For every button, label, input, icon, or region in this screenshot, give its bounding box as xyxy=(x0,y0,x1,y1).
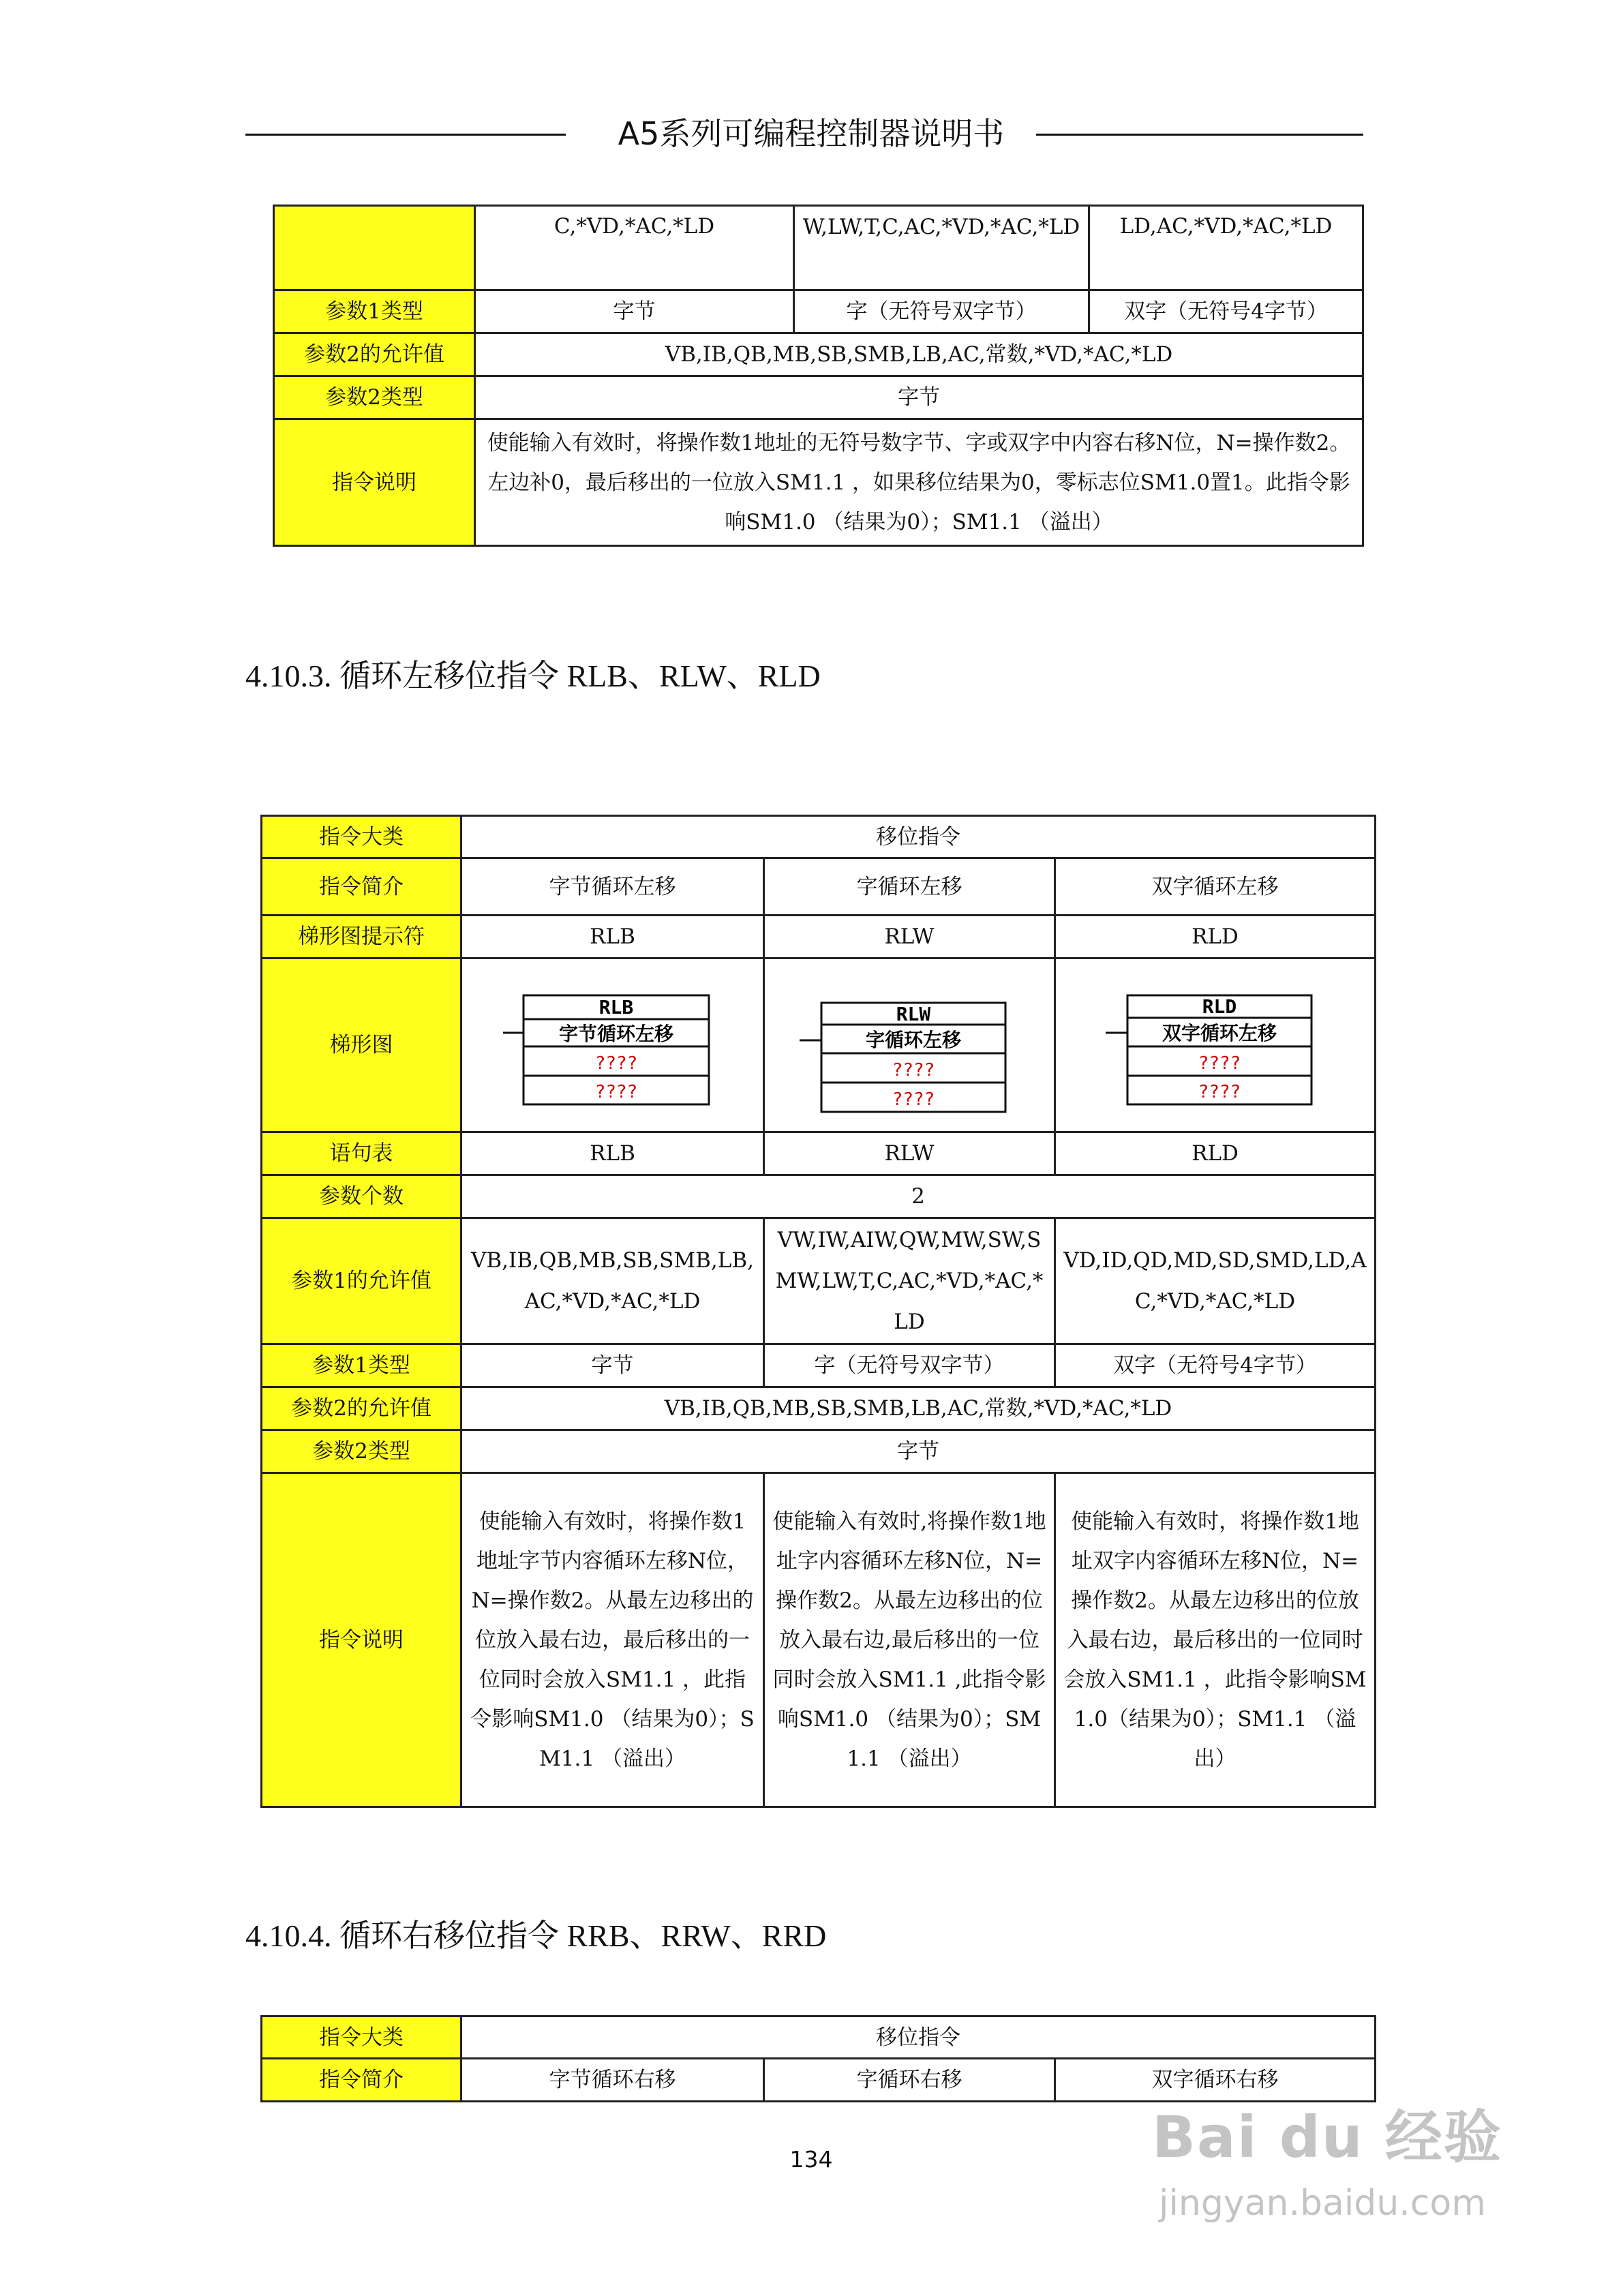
intro-word: 字循环左移 xyxy=(764,858,1055,916)
allowed1-label: 参数1的允许值 xyxy=(262,1218,461,1344)
desc-dword: 使能输入有效时，将操作数1地址双字内容循环左移N位，N=操作数2。从最左边移出的位放入最右边，最后移出的一位同时会放入SM1.1 ，此指令影响SM1.0（结果为0）；SM1.1 （溢出） xyxy=(1055,1473,1376,1807)
header-rule-left xyxy=(245,134,566,136)
baidu-watermark-url: jingyan.baidu.com xyxy=(1159,2183,1486,2224)
table-row xyxy=(274,290,1363,333)
param-count-label: 参数个数 xyxy=(262,1175,461,1218)
param1-type-word: 字（无符号双字节） xyxy=(794,290,1089,333)
ladder-param1-placeholder: ???? xyxy=(1198,1053,1241,1074)
intro-label: 指令简介 xyxy=(262,858,461,916)
table-row xyxy=(262,2059,1376,2102)
allowed1-word: VW,IW,AIW,QW,MW,SW,SMW,LW,T,C,AC,*VD,*AC,*LD xyxy=(764,1218,1055,1344)
ladder-param1-placeholder: ???? xyxy=(892,1060,935,1081)
table-row xyxy=(262,958,1376,1132)
stl-rlw: RLW xyxy=(764,1132,1055,1175)
intro-dword: 双字循环左移 xyxy=(1055,858,1376,916)
category-value: 移位指令 xyxy=(461,816,1376,858)
param1-type-byte: 字节 xyxy=(475,290,794,333)
allowed1-dword: VD,ID,QD,MD,SD,SMD,LD,AC,*VD,*AC,*LD xyxy=(1055,1218,1376,1344)
header-rule-right xyxy=(1036,134,1363,136)
ladder-name: RLB xyxy=(598,996,633,1018)
allowed2-value: VB,IB,QB,MB,SB,SMB,LB,AC,常数,*VD,*AC,*LD xyxy=(461,1387,1376,1430)
type1-dword: 双字（无符号4字节） xyxy=(1055,1344,1376,1387)
ladder-param2-placeholder: ???? xyxy=(594,1082,637,1102)
prompt-label: 梯形图提示符 xyxy=(262,916,461,958)
page-number: 134 xyxy=(789,2146,833,2173)
category-label: 指令大类 xyxy=(262,2016,461,2059)
intro-word: 字循环右移 xyxy=(764,2059,1055,2102)
type1-byte: 字节 xyxy=(461,1344,764,1387)
ladder-cell-rld xyxy=(1055,958,1376,1132)
category-label: 指令大类 xyxy=(262,816,461,858)
param2-allowed-label: 参数2的允许值 xyxy=(274,333,475,376)
ladder-diagram-rld xyxy=(1103,980,1328,1110)
table-row xyxy=(262,858,1376,916)
param1-type-dword: 双字（无符号4字节） xyxy=(1089,290,1363,333)
ladder-description: 字节循环左移 xyxy=(558,1023,673,1045)
table-row xyxy=(274,333,1363,376)
table-row xyxy=(262,816,1376,858)
table-row xyxy=(274,376,1363,419)
desc-label: 指令说明 xyxy=(262,1473,461,1807)
page-header-title: A5系列可编程控制器说明书 xyxy=(618,115,1005,152)
param1-type-label: 参数1类型 xyxy=(274,290,475,333)
param-count-value: 2 xyxy=(461,1175,1376,1218)
intro-byte: 字节循环左移 xyxy=(461,858,764,916)
type2-label: 参数2类型 xyxy=(262,1430,461,1473)
table-row xyxy=(262,1473,1376,1807)
allowed1-dword: LD,AC,*VD,*AC,*LD xyxy=(1089,206,1363,290)
param2-type-label: 参数2类型 xyxy=(274,376,475,419)
desc-byte: 使能输入有效时，将操作数1地址字节内容循环左移N位，N=操作数2。从最左边移出的位放入最右边，最后移出的一位同时会放入SM1.1 ，此指令影响SM1.0 （结果为0）；SM1.1 （溢出） xyxy=(461,1473,764,1807)
ladder-description: 字循环左移 xyxy=(865,1029,962,1051)
desc-word: 使能输入有效时,将操作数1地址字内容循环左移N位，N=操作数2。从最左边移出的位放入最右边,最后移出的一位同时会放入SM1.1 ,此指令影响SM1.0 （结果为0）；SM1.1 （溢出） xyxy=(764,1473,1055,1807)
ladder-name: RLW xyxy=(896,1003,931,1025)
prompt-rlb: RLB xyxy=(461,916,764,958)
table-row xyxy=(262,1218,1376,1344)
table-row xyxy=(262,1387,1376,1430)
ladder-cell-rlb xyxy=(461,958,764,1132)
allowed1-word: W,LW,T,C,AC,*VD,*AC,*LD xyxy=(794,206,1089,290)
shift-right-table-continued xyxy=(273,205,1364,547)
label-cell-empty xyxy=(274,206,475,290)
ladder-param2-placeholder: ???? xyxy=(892,1089,935,1110)
baidu-watermark-logo: Bai du 经验 xyxy=(1152,2104,1502,2171)
allowed1-byte: C,*VD,*AC,*LD xyxy=(475,206,794,290)
prompt-rlw: RLW xyxy=(764,916,1055,958)
allowed2-label: 参数2的允许值 xyxy=(262,1387,461,1430)
param2-type-value: 字节 xyxy=(475,376,1363,419)
table-row xyxy=(262,916,1376,958)
ladder-cell-rlw xyxy=(764,958,1055,1132)
table-row xyxy=(262,1175,1376,1218)
ladder-diagram-rlw xyxy=(797,977,1022,1113)
section-heading-4-10-4: 4.10.4. 循环右移位指令 RRB、RRW、RRD xyxy=(245,1918,827,1953)
table-row xyxy=(262,2016,1376,2059)
ladder-diagram-rlb xyxy=(500,980,725,1110)
type1-word: 字（无符号双字节） xyxy=(764,1344,1055,1387)
stl-rlb: RLB xyxy=(461,1132,764,1175)
table-row xyxy=(262,1430,1376,1473)
ladder-description: 双字循环左移 xyxy=(1162,1022,1277,1044)
table-row xyxy=(274,419,1363,546)
desc-value: 使能输入有效时，将操作数1地址的无符号数字节、字或双字中内容右移N位，N=操作数2。左边补0，最后移出的一位放入SM1.1 ，如果移位结果为0，零标志位SM1.0置1。此指令影响SM1.0 （结果为0）；SM1.1 （溢出） xyxy=(475,419,1363,546)
ladder-param1-placeholder: ???? xyxy=(594,1053,637,1074)
table-row xyxy=(262,1132,1376,1175)
ladder-label: 梯形图 xyxy=(262,958,461,1132)
table-row xyxy=(262,1344,1376,1387)
intro-byte: 字节循环右移 xyxy=(461,2059,764,2102)
prompt-rld: RLD xyxy=(1055,916,1376,958)
intro-dword: 双字循环右移 xyxy=(1055,2059,1376,2102)
rotate-left-table xyxy=(260,815,1376,1808)
desc-label: 指令说明 xyxy=(274,419,475,546)
table-row xyxy=(274,206,1363,290)
section-heading-4-10-3: 4.10.3. 循环左移位指令 RLB、RLW、RLD xyxy=(245,659,821,693)
stl-label: 语句表 xyxy=(262,1132,461,1175)
ladder-param2-placeholder: ???? xyxy=(1198,1082,1241,1102)
category-value: 移位指令 xyxy=(461,2016,1376,2059)
allowed1-byte: VB,IB,QB,MB,SB,SMB,LB,AC,*VD,*AC,*LD xyxy=(461,1218,764,1344)
param2-allowed-value: VB,IB,QB,MB,SB,SMB,LB,AC,常数,*VD,*AC,*LD xyxy=(475,333,1363,376)
rotate-right-table xyxy=(260,2015,1376,2102)
type1-label: 参数1类型 xyxy=(262,1344,461,1387)
stl-rld: RLD xyxy=(1055,1132,1376,1175)
ladder-name: RLD xyxy=(1202,995,1237,1018)
type2-value: 字节 xyxy=(461,1430,1376,1473)
intro-label: 指令简介 xyxy=(262,2059,461,2102)
